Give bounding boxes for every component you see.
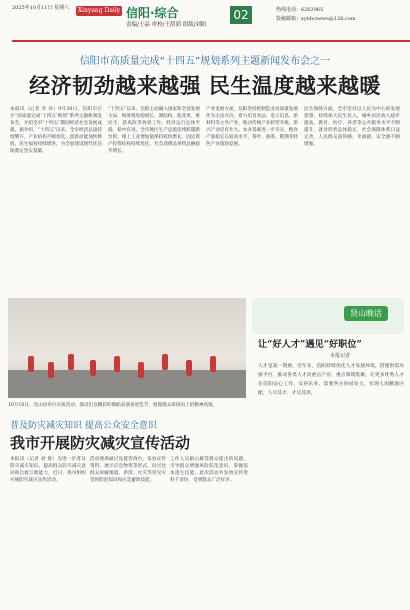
photo-caption: 10月10日，光山县举行庆祝活动，演员们以精彩的舞蹈表演喜迎佳节，展现群众昂扬向上的精神风貌。: [8, 403, 218, 408]
sidebar-title: 让“好人才”遇见“好职位”: [258, 339, 362, 350]
main-headline: 经济韧劲越来越强 民生温度越来越暖: [29, 73, 381, 98]
main-column-2: “十四五”以来，信阳主动融入国家和全省发展大局，统筹推进稳增长、调结构、促改革、惠民生、防风险等各项工作，经济运行总体平稳、稳中有进。全市地区生产总值连续跨越新台阶，规上工业增加值保持较快增长，固定资产投资结构持续优化，社会消费品零售总额稳步增长。: [108, 107, 200, 154]
dancer: [68, 354, 74, 370]
contact-phone: 热线电话：6262965: [276, 7, 324, 13]
dancer: [138, 362, 144, 378]
main-column-4: 民生保障方面，全市坚持以人民为中心的发展思想，持续加大民生投入，城乡居民收入稳步提高，教育、医疗、养老等公共服务水平不断提升，就业形势总体稳定，社会保障体系日益完善，人民群众获得感、幸福感、安全感不断增强。: [304, 107, 400, 147]
performance-photo: [8, 298, 246, 398]
main-column-3: 产业发展方面，信阳坚持把制造业高质量发展作为主攻方向，着力培育食品、电子信息、新材料等主导产业，推动传统产业转型升级、新兴产业培育壮大。农业基础进一步夯实，粮食产量稳定在较高水平，茶叶、油茶、稻渔等特色产业蓬勃发展。: [206, 107, 298, 147]
header-rule: [12, 40, 410, 42]
dancer: [162, 354, 168, 370]
section-title: 信阳·综合: [126, 6, 179, 20]
bottom-kicker: 普及防灾减灾知识 提高公众安全意识: [10, 421, 157, 431]
contact-email: 投稿邮箱：xybbcnews@126.com: [276, 16, 356, 22]
main-column-1: 本报讯（记者 李 涛）9月30日，信阳市召开“高质量完成‘十四五’规划”系列主题新闻发布会，介绍全市“十四五”期间经济社会发展成就。据介绍，“十四五”以来，全市经济总量持续攀升，产业结构不断优化，创新动能加快释放，民生福祉持续增进，为全面建设现代化信阳奠定坚实基础。: [10, 107, 102, 154]
bottom-column-1: 本报讯（记者 刘 蓉）为进一步普及防灾减灾知识，提高群众防灾减灾意识和自救互救能力，近日，我市组织开展防灾减灾宣传活动。: [10, 457, 86, 483]
photo-stage: [8, 370, 246, 398]
dancer: [90, 360, 96, 376]
section-editors: 责编/王晶 审校/王荫荫 组版/刘阳: [126, 22, 207, 28]
page-number: 02: [230, 6, 252, 24]
sidebar-banner: [252, 298, 404, 334]
sidebar-body: 人才是第一资源。近年来，信阳持续优化人才发展环境，搭建供需对接平台，推动各类人才向重点产业、重点领域集聚。让更多优秀人才在信阳安心工作、安居乐业，需要各方协同发力，实现人岗精准匹配、人尽其才、才尽其用。: [258, 364, 404, 396]
bottom-column-2: 活动现场通过设置咨询台、发放宣传资料、展示应急物资等形式，向过往群众讲解地震、洪涝、火灾等常见灾害的防范知识和应急避险技能。: [90, 457, 166, 483]
dancer: [210, 356, 216, 372]
dancer: [186, 360, 192, 376]
dancer: [48, 362, 54, 378]
bottom-column-3: 工作人员耐心解答群众提出的问题，引导群众增强风险防范意识，掌握基本逃生技能。此次活动共发放宣传资料千余份，受到群众广泛好评。: [170, 457, 248, 483]
contact-info: [276, 6, 356, 24]
bottom-headline: 我市开展防灾减灾宣传活动: [10, 434, 191, 452]
newspaper-logo: Xinyang Daily: [77, 7, 121, 14]
sidebar-author: 本报记者: [330, 353, 351, 359]
main-kicker: 信阳市高质量完成“十四五”规划系列主题新闻发布会之一: [79, 56, 331, 67]
dancer: [28, 356, 34, 372]
issue-date: 2025年10月11日 星期六: [12, 5, 70, 11]
sidebar-tag: 贤山晚话: [344, 306, 388, 321]
dancer: [114, 356, 120, 372]
page-header: [6, 4, 404, 44]
